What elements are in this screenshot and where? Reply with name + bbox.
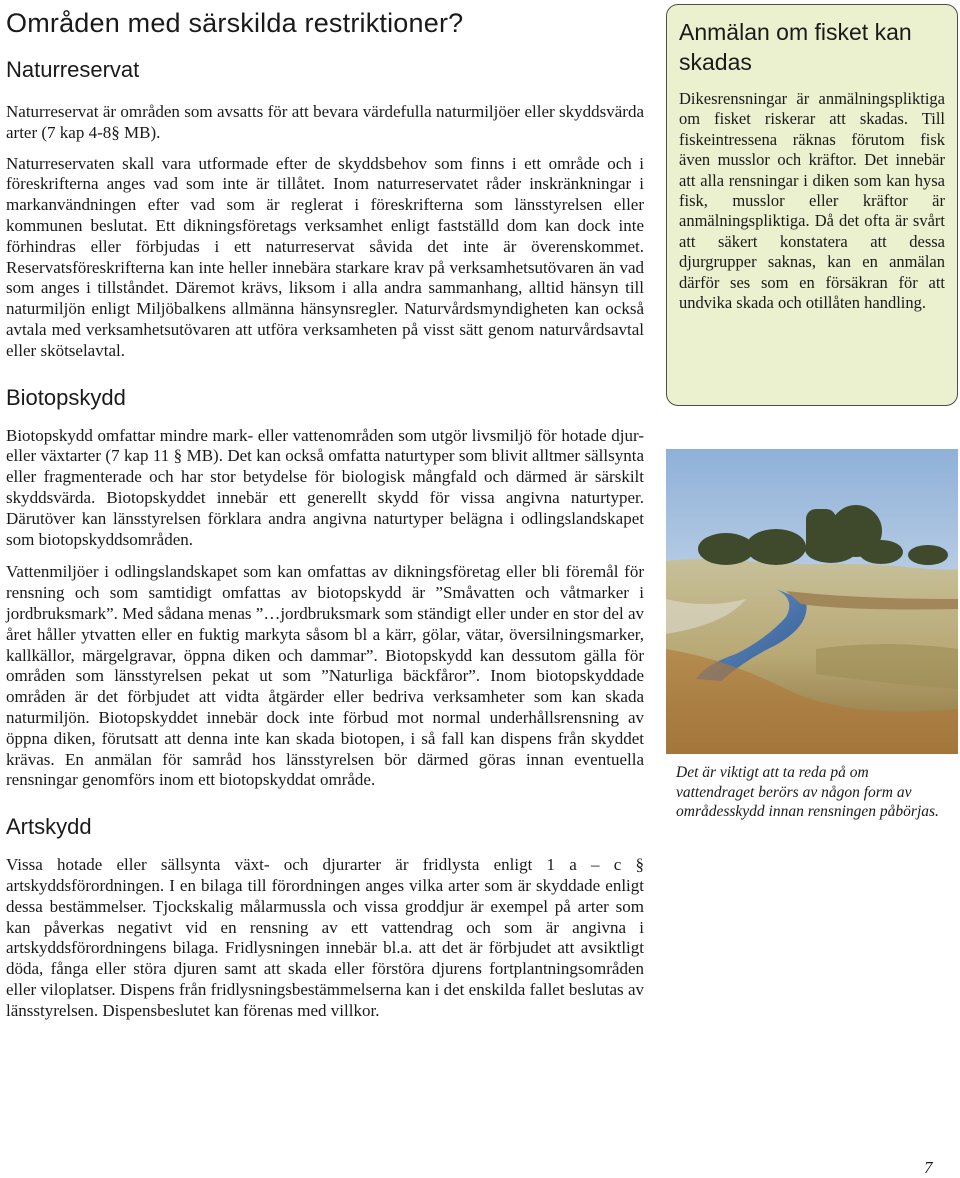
page-number: 7 bbox=[924, 1158, 933, 1177]
paragraph: Naturreservaten skall vara utformade efter de skyddsbehov som finns i ett område och i föreskrifterna anges vad som inte är tillåtet. Inom naturreservatet råder inskränkningar i markanvändningen efter vad som är reglerat i föreskrifterna som länsstyrelsen eller kommunen beslutat. Ett dikningsföretags verksamhet enligt fastställd dom kan dock inte förhindras eller förbjudas i ett naturreservat såvida det inte är överenskommet. Reservatsföreskrifterna kan inte heller innebära starkare krav på verksamhetsutövaren än vad som anges i tillståndet. Däremot krävs, liksom i alla andra sammanhang, alltid hänsyn till naturmiljön enligt Miljöbalkens allmänna hänsynsregler. Naturvårdsmyndigheten kan också avtala med verksamhetsutövaren att utföra verksamheten på visst sätt genom naturvårdsavtal eller skötselavtal. bbox=[6, 153, 644, 360]
main-column bbox=[6, 0, 644, 1021]
paragraph: Vissa hotade eller sällsynta växt- och djurarter är fridlysta enligt 1 a – c § artskyddsförordningen. I en bilaga till förordningen anges vilka arter som är skyddade enligt dessa bestämmelser. Tjockskalig målarmussla och vissa groddjur är exempel på arter som kan påverkas negativt vid en rensning av ett vattendrag och som är angivna i artskyddsförordningens bilaga. Fridlysningen innebär bl.a. att det är förbjudet att avsiktligt döda, fånga eller störa djuren samt att skada eller förstöra djurens fortplantningsområden eller viloplatser. Dispens från fridlysningsbestämmelserna kan i det enskilda fallet beslutas av länsstyrelsen. Dispensbeslutet kan förenas med villkor. bbox=[6, 855, 644, 1020]
section-heading-naturreservat: Naturreservat bbox=[6, 57, 140, 82]
sidebar-text: Dikesrensningar är anmälningspliktiga om fisket riskerar att skadas. Till fiskeintressena räknas förutom fisk även musslor och kräftor. Det innebär att alla rensningar i diken som kan hysa fisk, musslor eller kräftor är anmälningspliktiga. Då det ofta är svårt att säkert konstatera att dessa djurgrupper saknas, kan en anmälan därför ses som en försäkran för att undvika skada och otillåten handling. bbox=[679, 89, 945, 313]
paragraph: Vattenmiljöer i odlingslandskapet som kan omfattas av dikningsföretag eller bli föremål för rensning och som samtidigt omfattas av biotopskydd är ”Småvatten och våtmarker i jordbruksmark”. Med sådana menas ”…jordbruksmark som ständigt eller under en stor del av året håller ytvatten eller en fuktig markyta såsom bl a kärr, gölar, vätar, översilningsmarker, kallkällor, märgelgravar, öppna diken och dammar”. Biotopskydd kan dessutom gälla för områden som länsstyrelsen pekat ut som ”Naturliga bäckfåror”. Inom biotopskyddade områden är det förbjudet att vidta åtgärder eller bedriva verksamheter som kan skada naturmiljön. Biotopskyddet innebär dock inte förbud mot normal underhållsrensning av öppna diken, förutsatt att denna inte kan skada biotopen, i så fall kan dispens från skyddet krävas. En anmälan för samråd hos länsstyrelsen bör därmed göras innan eventuella rensningar genomförs inom ett biotopskyddat område. bbox=[6, 562, 644, 790]
section-heading-artskydd: Artskydd bbox=[6, 814, 92, 840]
sidebar-info-box bbox=[666, 4, 958, 406]
landscape-photo-icon bbox=[666, 449, 958, 754]
paragraph: Biotopskydd omfattar mindre mark- eller vattenområden som utgör livsmiljö för hotade djur- eller växtarter (7 kap 11 § MB). Det kan också omfatta naturtyper som blivit alltmer sällsynta eller fragmenterade och har stor betydelse för biologisk mångfald och därmed är särskilt skyddsvärda. Biotopskyddet innebär ett generellt skydd för vissa angivna naturtyper. Därutöver kan länsstyrelsen förklara andra angivna naturtyper belägna i odlingslandskapet som biotopskyddsområden. bbox=[6, 425, 644, 549]
photo-caption: Det är viktigt att ta reda på om vattendraget berörs av någon form av områdesskydd innan rensningen påbörjas. bbox=[676, 764, 939, 820]
sidebar-title: Anmälan om fisket kan skadas bbox=[679, 19, 912, 75]
section-heading-biotopskydd: Biotopskydd bbox=[6, 384, 126, 410]
page-title: Områden med särskilda restriktioner? bbox=[6, 8, 464, 38]
paragraph: Naturreservat är områden som avsatts för att bevara värdefulla naturmiljöer eller skyddsvärda arter (7 kap 4-8§ MB). bbox=[6, 102, 644, 142]
landscape-photo bbox=[666, 449, 958, 754]
